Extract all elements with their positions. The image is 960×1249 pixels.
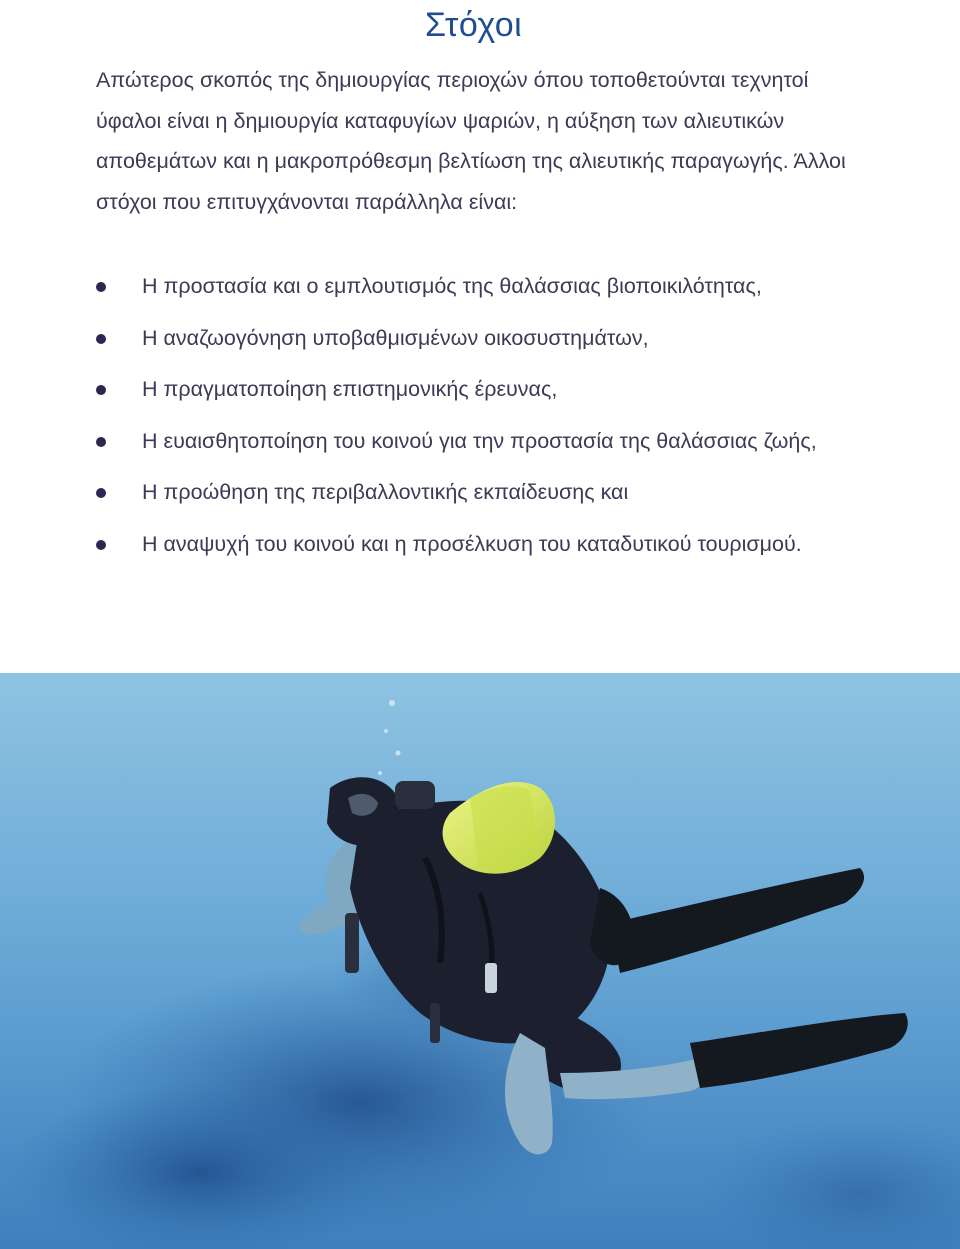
goal-item — [96, 369, 866, 410]
goal-item — [96, 524, 866, 565]
goal-text: Η αναψυχή του κοινού και η προσέλκυση του καταδυτικού τουρισμού. — [142, 531, 802, 556]
goal-text: Η ευαισθητοποίηση του κοινού για την προστασία της θαλάσσιας ζωής, — [142, 428, 817, 453]
bullet-icon — [96, 282, 106, 292]
goals-list — [96, 266, 866, 575]
goal-text: Η αναζωογόνηση υποβαθμισμένων οικοσυστημάτων, — [142, 325, 649, 350]
bullet-icon — [96, 334, 106, 344]
bullet-icon — [96, 540, 106, 550]
page-title: Στόχοι — [425, 6, 523, 44]
bullet-icon — [96, 437, 106, 447]
goal-text: Η προστασία και ο εμπλουτισμός της θαλάσσιας βιοποικιλότητας, — [142, 274, 762, 298]
goal-item — [96, 318, 866, 359]
goal-item — [96, 421, 866, 462]
intro-paragraph: Απώτερος σκοπός της δημιουργίας περιοχών όπου τοποθετούνται τεχνητοί ύφαλοι είναι η δημιουργία καταφυγίων ψαριών, η αύξηση των αλιευτικών αποθεμάτων και η μακροπρόθεσμη βελτίωση της αλιευτικής παραγωγής. Άλλοι στόχοι που επιτυγχάνονται παράλληλα είναι: — [96, 68, 846, 214]
diver-photo — [0, 673, 960, 1249]
goal-item — [96, 266, 866, 307]
bullet-icon — [96, 488, 106, 498]
goal-text: Η πραγματοποίηση επιστημονικής έρευνας, — [142, 377, 558, 401]
diver-illustration — [0, 673, 960, 1249]
goal-text: Η προώθηση της περιβαλλοντικής εκπαίδευσης και — [142, 480, 629, 504]
bullet-icon — [96, 385, 106, 395]
goal-item — [96, 472, 866, 513]
